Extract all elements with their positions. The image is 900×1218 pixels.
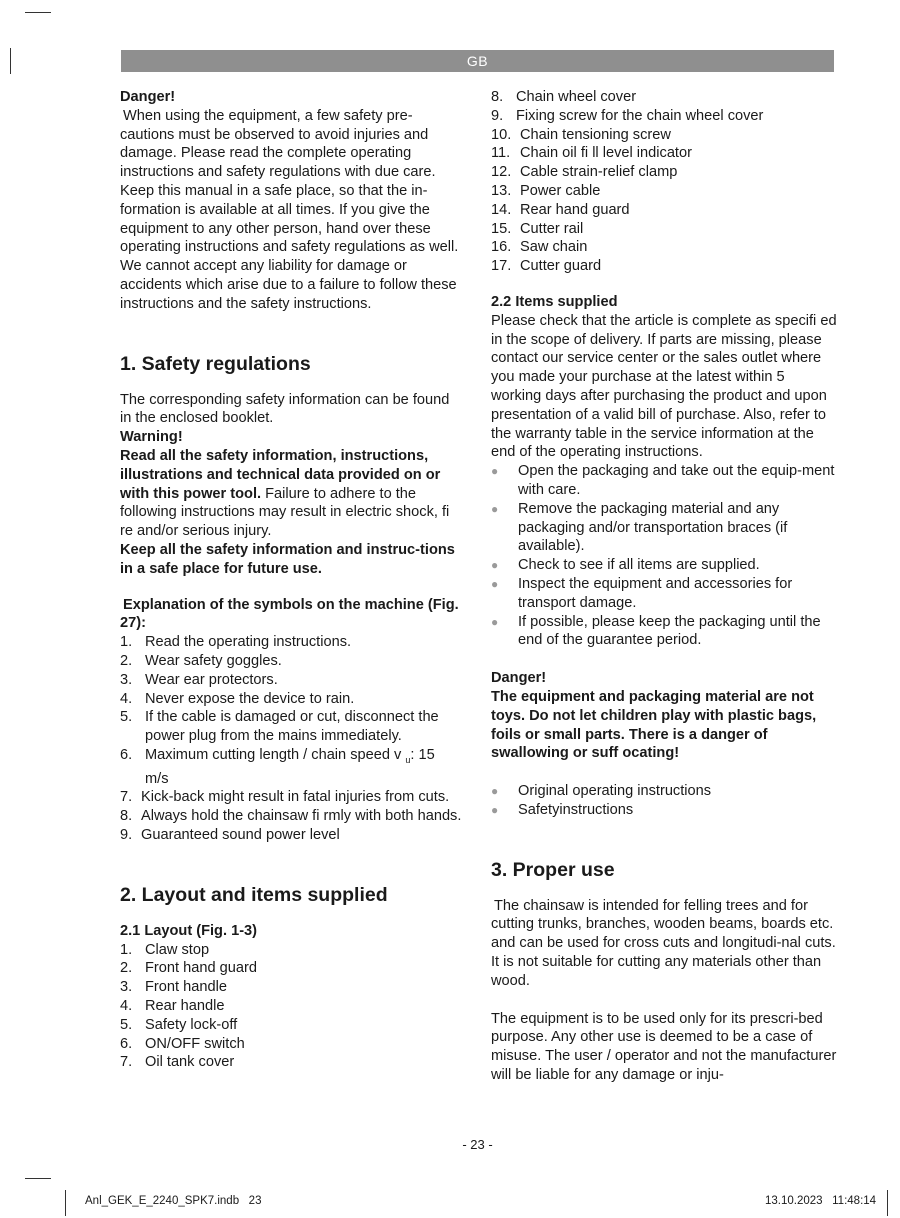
list-item: 15. Cutter rail	[491, 220, 584, 237]
list-item: 17. Cutter guard	[491, 258, 602, 275]
layout-list-right	[491, 88, 837, 276]
list-item: 2. Front hand guard	[120, 960, 257, 977]
list-item: 7. Oil tank cover	[120, 1054, 235, 1071]
documents-list	[491, 782, 837, 820]
bullet-icon: ●	[491, 464, 499, 479]
list-item: 5. Safety lock-off	[120, 1016, 238, 1033]
list-item: 8. Always hold the chainsaw fi rmly with both hands.	[120, 808, 462, 825]
keep-safety-info: Keep all the safety information and instruc-tions in a safe place for future use.	[120, 541, 455, 577]
bullet-icon: ●	[491, 784, 499, 799]
list-item: 4. Rear handle	[120, 997, 225, 1014]
list-item: 2. Wear safety goggles.	[120, 652, 282, 669]
right-column	[491, 88, 837, 1085]
warning-paragraph	[120, 447, 462, 541]
list-item: 10. Chain tensioning screw	[491, 126, 671, 143]
list-item: ● If possible, please keep the packaging until the end of the guarantee period.	[491, 613, 821, 649]
bullet-icon: ●	[491, 501, 499, 516]
crop-mark	[25, 1178, 51, 1179]
bullet-icon: ●	[491, 802, 499, 817]
list-item: 3. Wear ear protectors.	[120, 671, 278, 688]
crop-mark	[65, 1190, 66, 1216]
list-item: ● Check to see if all items are supplied.	[491, 557, 760, 574]
list-item: 13. Power cable	[491, 182, 601, 199]
footer-filename: Anl_GEK_E_2240_SPK7.indb 23	[85, 1195, 262, 1207]
list-item: 14. Rear hand guard	[491, 201, 630, 218]
page-number: - 23 -	[462, 1137, 493, 1152]
warning-rest: Failure to adhere to the following instructions may result in electric shock, fi re and/or serious injury.	[120, 485, 450, 540]
crop-mark	[887, 1190, 888, 1216]
symbols-heading: Explanation of the symbols on the machine (Fig. 27):	[120, 596, 459, 632]
list-item: 7. Kick-back might result in fatal injuries from cuts.	[120, 789, 450, 806]
proper-use-p2: The equipment is to be used only for its prescri-bed purpose. Any other use is deemed to be a case of misuse. The user / operator and not the manufacturer will be liable for any damage or inju-	[491, 1010, 837, 1084]
proper-use-p1: The chainsaw is intended for felling trees and for cutting trunks, branches, wooden beams, boards etc. and can be used for cross cuts and longitudi-nal cuts. It is not suitable for cutting any materials other than wood.	[491, 897, 836, 989]
section-safety-regulations-title: 1. Safety regulations	[120, 352, 311, 375]
list-item: ● Safetyinstructions	[491, 801, 634, 818]
crop-mark	[25, 12, 51, 13]
list-item: 8. Chain wheel cover	[491, 89, 637, 105]
bullet-icon: ●	[491, 576, 499, 591]
symbols-list	[120, 633, 462, 845]
list-item: 11. Chain oil fi ll level indicator	[491, 145, 692, 162]
list-item: 1. Read the operating instructions.	[120, 634, 352, 651]
bullet-icon: ●	[491, 558, 499, 573]
list-item: ● Original operating instructions	[491, 783, 712, 800]
list-item: 6. ON/OFF switch	[120, 1035, 245, 1052]
language-label: GB	[466, 53, 489, 69]
list-item: 6. Maximum cutting length / chain speed v $_u$: 15 m/s	[120, 746, 435, 787]
layout-subheading: 2.1 Layout (Fig. 1-3)	[120, 922, 258, 939]
warning-heading: Warning!	[120, 429, 183, 446]
section-proper-use-title: 3. Proper use	[491, 858, 615, 881]
list-item: 9. Guaranteed sound power level	[120, 827, 340, 843]
items-supplied-heading: 2.2 Items supplied	[491, 293, 618, 310]
danger-heading-right: Danger!	[491, 670, 547, 687]
warning-bold: Read all the safety information, instructions, illustrations and technical data provided on or with this power tool.	[120, 447, 441, 502]
bullet-icon: ●	[491, 614, 499, 629]
section-layout-title: 2. Layout and items supplied	[120, 883, 388, 906]
layout-list-left	[120, 941, 462, 1073]
list-item: 5. If the cable is damaged or cut, disconnect the power plug from the mains immediately.	[120, 709, 439, 745]
danger-text: When using the equipment, a few safety pre-cautions must be observed to avoid injuries and damage. Please read the complete operating instructions and safety regulations with due care. Keep this manual in a safe place, so that the in-formation is available at all times. If you give the equipment to any other person, hand over these operating instructions and safety regulations as well. We cannot accept any liability for damage or accidents which arise due to a failure to follow these instructions and the safety instructions.	[120, 107, 459, 312]
list-item: 9. Fixing screw for the chain wheel cover	[491, 107, 764, 124]
list-item: 3. Front handle	[120, 979, 227, 996]
items-supplied-text: Please check that the article is complete as specifi ed in the scope of delivery. If parts are missing, please contact our service center or the sales outlet where you made your purchase at the latest within 5 working days after purchasing the product and upon presentation of a valid bill of purchase. Also, refer to the warranty table in the service information at the end of the operating instructions.	[491, 312, 837, 461]
list-item: ● Open the packaging and take out the equip-ment with care.	[491, 463, 835, 498]
list-item: ● Inspect the equipment and accessories for transport damage.	[491, 575, 793, 611]
crop-mark	[10, 48, 11, 74]
footer-datetime: 13.10.2023 11:48:14	[765, 1195, 877, 1207]
list-item: 1. Claw stop	[120, 941, 210, 958]
list-item: 12. Cable strain-relief clamp	[491, 164, 678, 181]
left-column	[120, 88, 462, 1072]
check-list	[491, 462, 837, 650]
list-item: ● Remove the packaging material and any packaging and/or transportation braces (if available).	[491, 500, 788, 555]
language-header-bar	[121, 50, 834, 72]
danger-text-right: The equipment and packaging material are not toys. Do not let children play with plastic bags, foils or small parts. There is a danger of swallowing or suff ocating!	[491, 688, 817, 762]
safety-intro: The corresponding safety information can be found in the enclosed booklet.	[120, 391, 450, 427]
list-item: 4. Never expose the device to rain.	[120, 690, 355, 707]
danger-heading: Danger!	[120, 89, 176, 105]
list-item: 16. Saw chain	[491, 239, 588, 256]
